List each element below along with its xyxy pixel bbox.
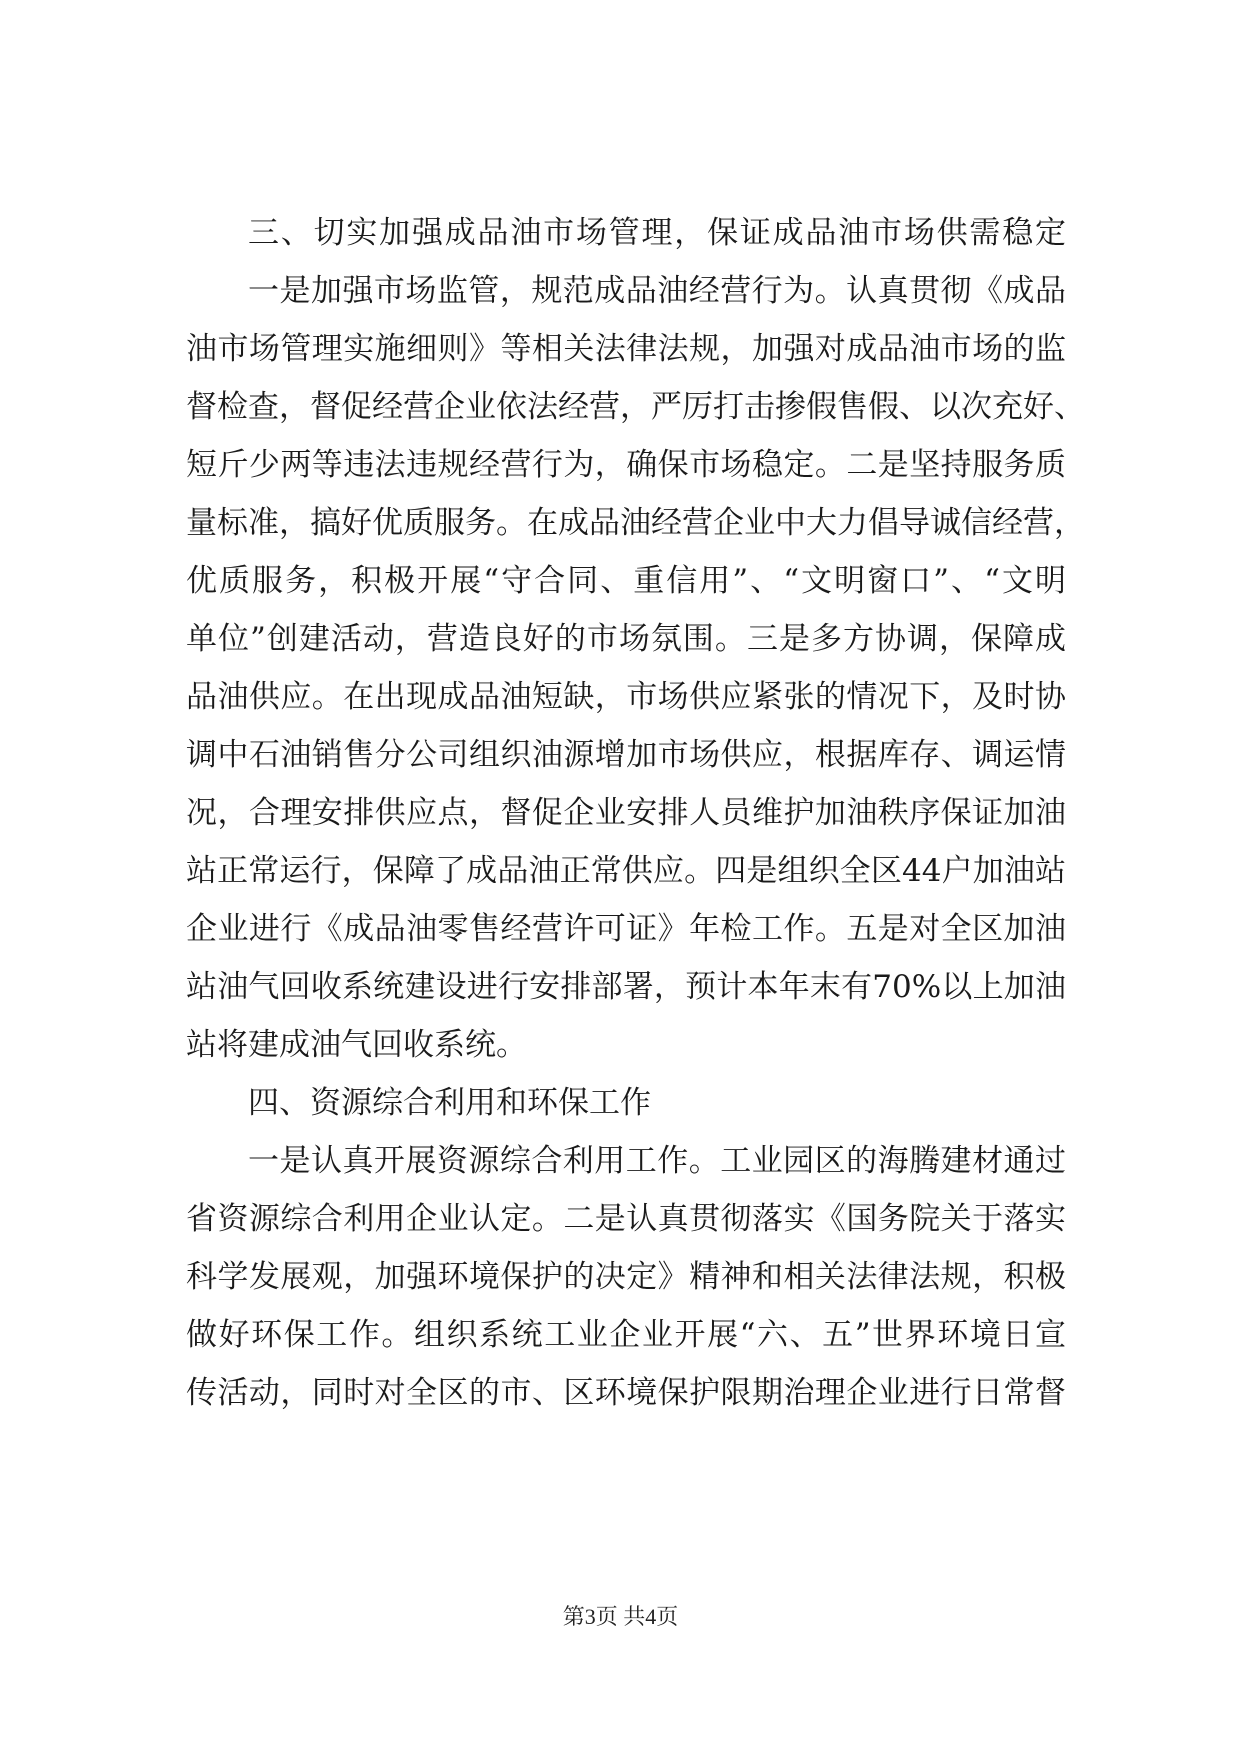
text-line: 督检查，督促经营企业依法经营，严厉打击掺假售假、以次充好、 (186, 389, 1085, 425)
text-line: 站将建成油气回收系统。 (186, 1027, 527, 1063)
text-line: 省资源综合利用企业认定。二是认真贯彻落实《国务院关于落实 (186, 1201, 1066, 1237)
document-body (186, 204, 1085, 1422)
text-line: 一是加强市场监管，规范成品油经营行为。认真贯彻《成品 (248, 273, 1066, 309)
text-line: 量标准，搞好优质服务。在成品油经营企业中大力倡导诚信经营， (186, 505, 1085, 541)
text-line: 况，合理安排供应点，督促企业安排人员维护加油秩序保证加油 (186, 795, 1066, 831)
text-line: 科学发展观，加强环境保护的决定》精神和相关法律法规，积极 (186, 1259, 1066, 1295)
text-line: 短斤少两等违法违规经营行为，确保市场稳定。二是坚持服务质 (186, 447, 1066, 483)
section-heading-4: 四、资源综合利用和环保工作 (248, 1085, 651, 1121)
page-number-footer: 第3页 共4页 (562, 1604, 679, 1629)
text-line: 站油气回收系统建设进行安排部署，预计本年末有70%以上加油 (186, 969, 1066, 1005)
text-line: 油市场管理实施细则》等相关法律法规，加强对成品油市场的监 (186, 331, 1066, 367)
section-heading-3: 三、切实加强成品油市场管理，保证成品油市场供需稳定 (248, 215, 1066, 251)
text-line: 品油供应。在出现成品油短缺，市场供应紧张的情况下，及时协 (186, 679, 1066, 715)
text-line: 站正常运行，保障了成品油正常供应。四是组织全区44户加油站 (186, 853, 1066, 889)
text-line: 优质服务，积极开展“守合同、重信用”、“文明窗口”、“文明 (186, 563, 1066, 599)
text-line: 做好环保工作。组织系统工业企业开展“六、五”世界环境日宣 (186, 1317, 1066, 1353)
text-line: 企业进行《成品油零售经营许可证》年检工作。五是对全区加油 (186, 911, 1066, 947)
text-line: 一是认真开展资源综合利用工作。工业园区的海腾建材通过 (248, 1143, 1066, 1179)
text-line: 调中石油销售分公司组织油源增加市场供应，根据库存、调运情 (186, 737, 1066, 773)
text-line: 传活动，同时对全区的市、区环境保护限期治理企业进行日常督 (186, 1375, 1066, 1411)
text-line: 单位”创建活动，营造良好的市场氛围。三是多方协调，保障成 (186, 621, 1066, 657)
